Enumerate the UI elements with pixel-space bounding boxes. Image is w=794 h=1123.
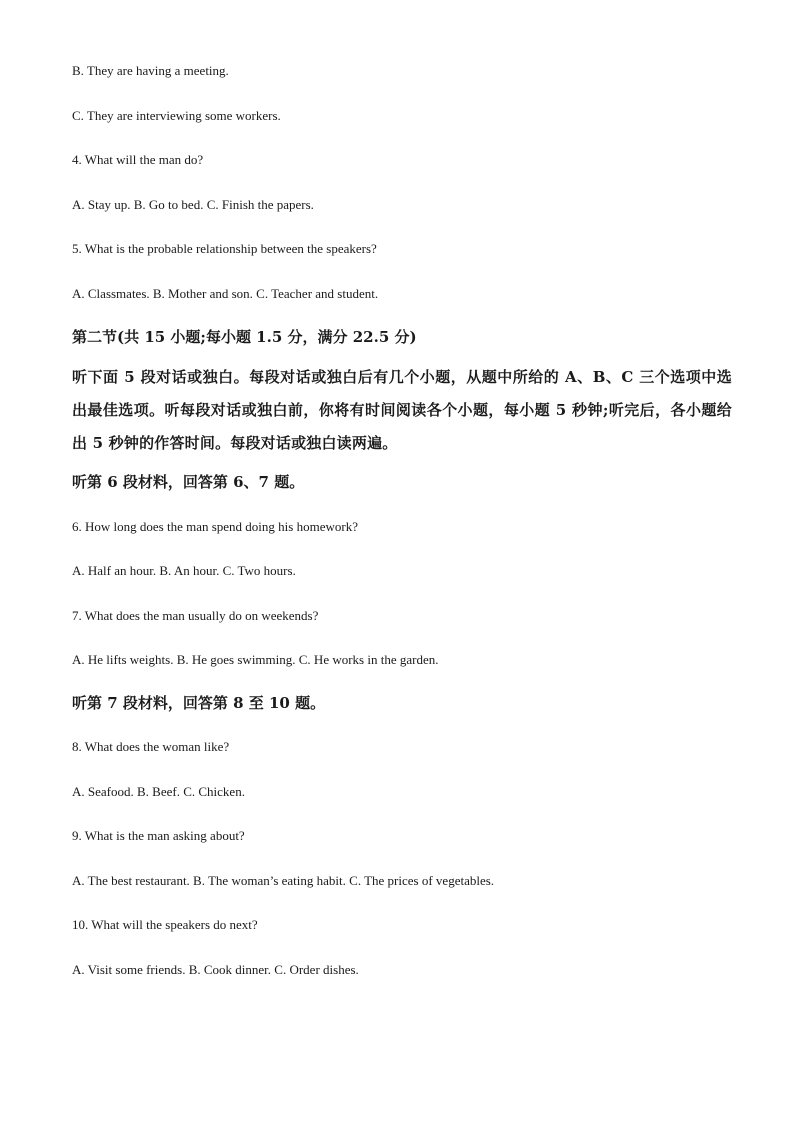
section-2-instructions: 听下面 5 段对话或独白。每段对话或独白后有几个小题，从题中所给的 A、B、C 三个选项中选出最佳选项。听每段对话或独白前，你将有时间阅读各个小题，每小题 5 秒钟;听完后，各小题给出 5 秒钟的作答时间。每段对话或独白读两遍。 [72,367,732,452]
question-6-options: A. Half an hour. B. An hour. C. Two hours. [72,563,296,578]
q3-option-c: C. They are interviewing some workers. [72,107,281,123]
question-9-options: A. The best restaurant. B. The woman’s eating habit. C. The prices of vegetables. [72,872,495,888]
question-8-options: A. Seafood. B. Beef. C. Chicken. [72,783,245,799]
material-7-heading: 听第 7 段材料，回答第 8 至 10 题。 [72,694,326,712]
question-4: 4. What will the man do? [72,152,204,167]
question-6: 6. How long does the man spend doing his homework? [72,518,358,534]
question-4-options: A. Stay up. B. Go to bed. C. Finish the papers. [72,196,314,212]
section-2-heading: 第二节(共 15 小题;每小题 1.5 分，满分 22.5 分) [72,327,417,346]
material-6-heading: 听第 6 段材料，回答第 6、7 题。 [72,472,305,491]
question-7: 7. What does the man usually do on weekends? [72,607,319,623]
question-10: 10. What will the speakers do next? [72,917,258,932]
document-page [72,62,732,979]
question-7-options: A. He lifts weights. B. He goes swimming. C. He works in the garden. [72,652,439,667]
question-5: 5. What is the probable relationship between the speakers? [72,241,377,256]
question-10-options: A. Visit some friends. B. Cook dinner. C. Order dishes. [72,961,359,977]
question-8: 8. What does the woman like? [72,739,230,754]
q3-option-b: B. They are having a meeting. [72,63,229,78]
question-5-options: A. Classmates. B. Mother and son. C. Teacher and student. [72,285,379,301]
question-9: 9. What is the man asking about? [72,828,245,843]
